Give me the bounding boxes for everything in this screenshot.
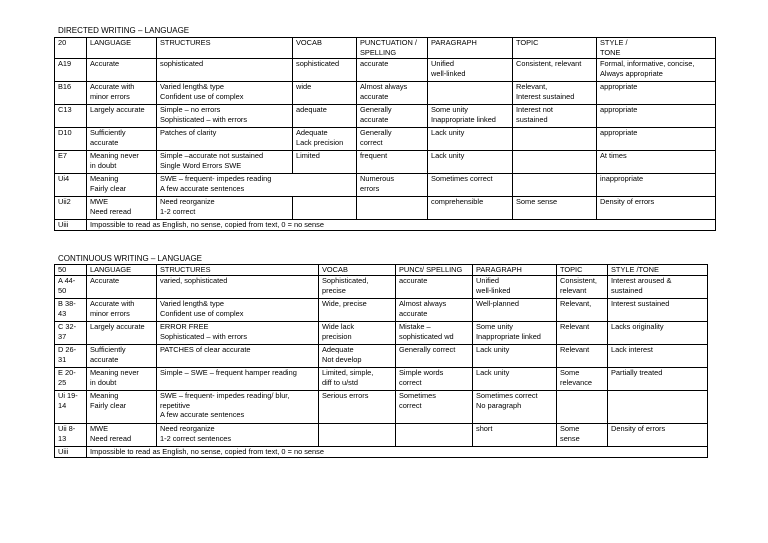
header-cell: 20 [55,38,87,59]
table-cell: Relevant, [557,299,608,322]
table-cell: PATCHES of clear accurate [157,345,319,368]
table-cell: Wide lack precision [319,322,396,345]
table-cell: D 26- 31 [55,345,87,368]
table-cell: accurate [357,59,428,82]
table-row [55,322,708,345]
header-cell: LANGUAGE [87,265,157,276]
table-cell: MWE Need reread [87,424,157,447]
table-cell: C 32- 37 [55,322,87,345]
table-cell: C13 [55,105,87,128]
header-cell: VOCAB [319,265,396,276]
continuous-writing-table [54,264,708,458]
table-cell: Meaning never in doubt [87,151,157,174]
table-cell [428,82,513,105]
table-cell: Adequate Lack precision [293,128,357,151]
table-cell: appropriate [597,105,716,128]
table-cell: Some sense [557,424,608,447]
table-cell: Simple – no errors Sophisticated – with errors [157,105,293,128]
table-cell: A 44- 50 [55,276,87,299]
table-row [55,197,716,220]
table-cell [608,391,708,424]
table-cell: ERROR FREE Sophisticated – with errors [157,322,319,345]
table-cell: Interest not sustained [513,105,597,128]
table-cell: Lack unity [473,368,557,391]
table-cell: Generally correct [357,128,428,151]
table-cell: B16 [55,82,87,105]
header-cell: STRUCTURES [157,38,293,59]
table-row [55,105,716,128]
table-cell: Some relevance [557,368,608,391]
header-cell: PARAGRAPH [473,265,557,276]
table-cell: Well-planned [473,299,557,322]
table-header-row [55,38,716,59]
directed-writing-table [54,37,716,231]
header-cell: STYLE /TONE [608,265,708,276]
header-cell: 50 [55,265,87,276]
table-cell: short [473,424,557,447]
table-cell: Generally correct [396,345,473,368]
table-cell: Consistent, relevant [513,59,597,82]
table-cell: Consistent, relevant [557,276,608,299]
table-cell [293,197,357,220]
table-cell [396,424,473,447]
table-row [55,151,716,174]
table-cell: Varied length& type Confident use of complex [157,82,293,105]
table-cell: sophisticated [157,59,293,82]
table-header-row [55,265,708,276]
table-cell: Generally accurate [357,105,428,128]
table-cell: Need reorganize 1-2 correct sentences [157,424,319,447]
table-cell: D10 [55,128,87,151]
table-cell: Uii2 [55,197,87,220]
table-cell: Some sense [513,197,597,220]
table-cell: Partially treated [608,368,708,391]
table-cell: Almost always accurate [396,299,473,322]
table-cell: Simple –accurate not sustained Single Word Errors SWE [157,151,293,174]
table-cell: Ui 19- 14 [55,391,87,424]
table-cell: Relevant, Interest sustained [513,82,597,105]
table-cell: Ui4 [55,174,87,197]
table-row [55,276,708,299]
header-cell: STRUCTURES [157,265,319,276]
table-cell: B 38- 43 [55,299,87,322]
table-cell: Some unity Inappropriate linked [428,105,513,128]
table-cell: Uiii [55,220,87,231]
table-cell [513,174,597,197]
table-cell: Accurate with minor errors [87,299,157,322]
table-row-footer [55,220,716,231]
table-cell: A19 [55,59,87,82]
header-cell: VOCAB [293,38,357,59]
table-cell: Sometimes correct [396,391,473,424]
table-cell: varied, sophisticated [157,276,319,299]
table-cell: Accurate [87,59,157,82]
table-cell: Interest aroused & sustained [608,276,708,299]
table-row [55,128,716,151]
table-cell: Simple – SWE – frequent hamper reading [157,368,319,391]
table-cell: Relevant [557,345,608,368]
table-cell: Mistake – sophisticated wd [396,322,473,345]
table-cell: adequate [293,105,357,128]
table-cell: wide [293,82,357,105]
table-cell [513,151,597,174]
table-cell: Density of errors [608,424,708,447]
header-cell: PARAGRAPH [428,38,513,59]
table-cell: Sufficiently accurate [87,345,157,368]
table-row [55,59,716,82]
table-row [55,82,716,105]
table-cell: Serious errors [319,391,396,424]
table-cell: Uii 8- 13 [55,424,87,447]
table-cell: SWE – frequent- impedes reading A few accurate sentences [157,174,357,197]
table-cell: Lack interest [608,345,708,368]
table-cell: Varied length& type Confident use of complex [157,299,319,322]
table-row-footer [55,447,708,458]
table-cell: Impossible to read as English, no sense, copied from text, 0 = no sense [87,220,716,231]
table-cell: accurate [396,276,473,299]
table-row [55,299,708,322]
table-cell: Limited, simple, diff to u/std [319,368,396,391]
table-row [55,345,708,368]
table-cell: Sometimes correct No paragraph [473,391,557,424]
table-cell: Density of errors [597,197,716,220]
header-cell: PUNCTUATION / SPELLING [357,38,428,59]
table-row [55,424,708,447]
table-cell: Numerous errors [357,174,428,197]
table-cell: Some unity Inappropriate linked [473,322,557,345]
table-cell: appropriate [597,128,716,151]
table-row [55,174,716,197]
table-row [55,391,708,424]
table-cell: sophisticated [293,59,357,82]
table-cell: frequent [357,151,428,174]
table-cell: Simple words correct [396,368,473,391]
table-cell: Limited [293,151,357,174]
continuous-writing-title: CONTINUOUS WRITING – LANGUAGE [58,254,203,263]
table-cell: comprehensible [428,197,513,220]
table-cell: Adequate Not develop [319,345,396,368]
table-cell: SWE – frequent- impedes reading/ blur, repetitive A few accurate sentences [157,391,319,424]
table-cell [357,197,428,220]
table-cell: Impossible to read as English, no sense, copied from text, 0 = no sense [87,447,708,458]
table-cell: Unified well-linked [473,276,557,299]
table-cell: Unified well-linked [428,59,513,82]
table-cell: Accurate [87,276,157,299]
table-cell: Wide, precise [319,299,396,322]
table-cell: Lack unity [428,128,513,151]
table-cell: Formal, informative, concise, Always appropriate [597,59,716,82]
table-cell: Sometimes correct [428,174,513,197]
table-cell: Relevant [557,322,608,345]
table-cell: Sufficiently accurate [87,128,157,151]
table-cell: Accurate with minor errors [87,82,157,105]
table-cell: Meaning never in doubt [87,368,157,391]
table-cell: Meaning Fairly clear [87,174,157,197]
table-cell: Lack unity [428,151,513,174]
table-cell: appropriate [597,82,716,105]
table-cell: Largely accurate [87,105,157,128]
header-cell: STYLE / TONE [597,38,716,59]
table-cell: Lacks originality [608,322,708,345]
header-cell: LANGUAGE [87,38,157,59]
table-row [55,368,708,391]
table-cell: E 20- 25 [55,368,87,391]
table-cell: inappropriate [597,174,716,197]
table-cell: MWE Need reread [87,197,157,220]
table-cell: Lack unity [473,345,557,368]
table-cell: E7 [55,151,87,174]
table-cell: Meaning Fairly clear [87,391,157,424]
table-cell [319,424,396,447]
header-cell: TOPIC [557,265,608,276]
directed-writing-title: DIRECTED WRITING – LANGUAGE [58,26,190,35]
table-cell: At times [597,151,716,174]
table-cell: Almost always accurate [357,82,428,105]
table-cell: Interest sustained [608,299,708,322]
table-cell: Uiii [55,447,87,458]
table-cell: Need reorganize 1-2 correct [157,197,293,220]
table-cell: Sophisticated, precise [319,276,396,299]
header-cell: TOPIC [513,38,597,59]
table-cell [513,128,597,151]
header-cell: PUNCt/ SPELLING [396,265,473,276]
table-cell [557,391,608,424]
table-cell: Largely accurate [87,322,157,345]
table-cell: Patches of clarity [157,128,293,151]
